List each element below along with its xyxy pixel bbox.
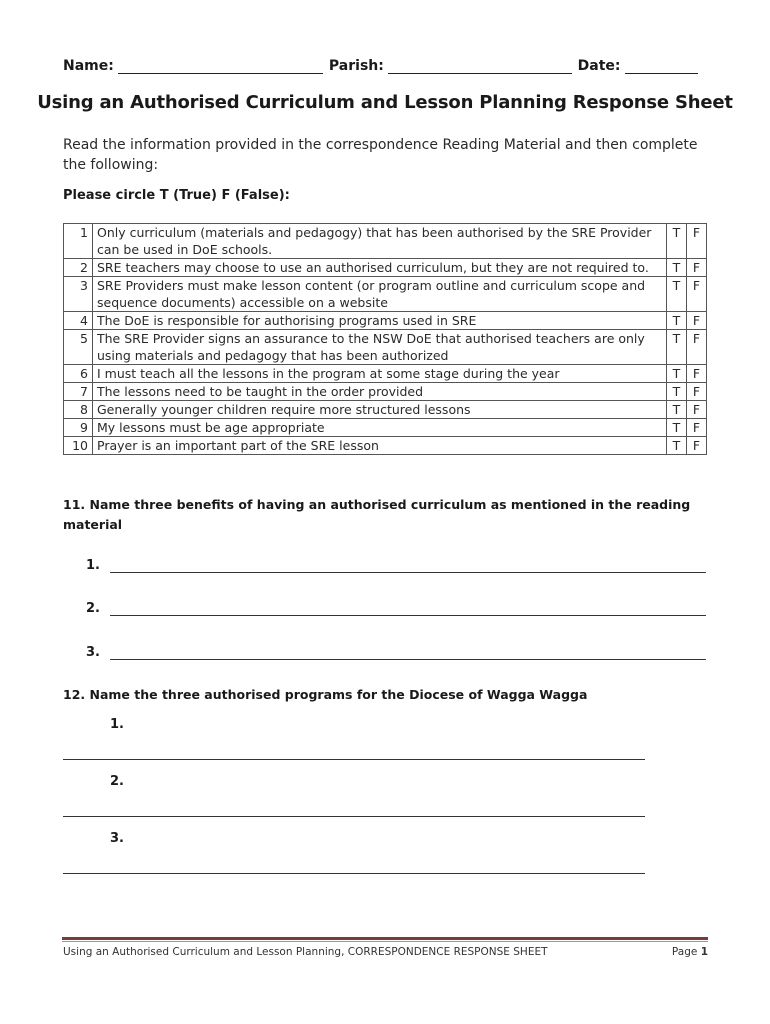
statement-number: 10: [64, 437, 93, 455]
true-option[interactable]: T: [667, 312, 687, 330]
false-option[interactable]: F: [687, 437, 707, 455]
statement-text: Generally younger children require more structured lessons: [93, 401, 667, 419]
true-option[interactable]: T: [667, 224, 687, 259]
date-label: Date:: [577, 58, 621, 74]
page-title: Using an Authorised Curriculum and Lesson Planning Response Sheet: [37, 92, 733, 113]
false-option[interactable]: F: [687, 224, 707, 259]
true-option[interactable]: T: [667, 419, 687, 437]
true-option[interactable]: T: [667, 330, 687, 365]
q11-answer-3-number: 3.: [86, 645, 100, 660]
false-option[interactable]: F: [687, 401, 707, 419]
statement-row: [64, 224, 707, 259]
statement-text: Prayer is an important part of the SRE lesson: [93, 437, 667, 455]
statement-row: [64, 437, 707, 455]
header-fields: [63, 58, 698, 74]
true-option[interactable]: T: [667, 383, 687, 401]
statement-number: 2: [64, 259, 93, 277]
statement-row: [64, 259, 707, 277]
true-false-table: [63, 223, 707, 455]
true-option[interactable]: T: [667, 277, 687, 312]
q12-answer-1-line[interactable]: [63, 759, 645, 760]
statement-row: [64, 419, 707, 437]
statement-text: Only curriculum (materials and pedagogy) that has been authorised by the SRE Provider can be used in DoE schools.: [93, 224, 667, 259]
statement-text: The lessons need to be taught in the order provided: [93, 383, 667, 401]
statement-row: [64, 383, 707, 401]
false-option[interactable]: F: [687, 259, 707, 277]
footer-rule: [62, 937, 708, 940]
false-option[interactable]: F: [687, 419, 707, 437]
statement-text: SRE teachers may choose to use an authorised curriculum, but they are not required to.: [93, 259, 667, 277]
true-option[interactable]: T: [667, 401, 687, 419]
false-option[interactable]: F: [687, 365, 707, 383]
q11-answer-2[interactable]: [86, 601, 706, 616]
q12-answer-3-number: 3.: [110, 831, 124, 846]
q12-answer-1-number: 1.: [110, 717, 124, 732]
statement-number: 4: [64, 312, 93, 330]
statement-row: [64, 312, 707, 330]
statement-number: 1: [64, 224, 93, 259]
name-label: Name:: [63, 58, 114, 74]
question-12: 12. Name the three authorised programs for the Diocese of Wagga Wagga: [63, 687, 588, 702]
statement-row: [64, 401, 707, 419]
false-option[interactable]: F: [687, 330, 707, 365]
q11-answer-2-number: 2.: [86, 601, 100, 616]
statement-text: I must teach all the lessons in the program at some stage during the year: [93, 365, 667, 383]
statement-number: 5: [64, 330, 93, 365]
parish-label: Parish:: [328, 58, 384, 74]
q11-answer-3[interactable]: [86, 645, 706, 660]
page-number: [672, 946, 708, 958]
q12-answer-2-number: 2.: [110, 774, 124, 789]
q12-answer-2-line[interactable]: [63, 816, 645, 817]
statement-row: [64, 277, 707, 312]
page-number-value: 1: [700, 946, 708, 958]
circle-instruction: Please circle T (True) F (False):: [63, 188, 290, 203]
statement-number: 3: [64, 277, 93, 312]
q11-answer-1-number: 1.: [86, 558, 100, 573]
footer-rule-thin: [62, 941, 708, 942]
statement-text: The DoE is responsible for authorising programs used in SRE: [93, 312, 667, 330]
true-option[interactable]: T: [667, 437, 687, 455]
question-11: 11. Name three benefits of having an authorised curriculum as mentioned in the reading material: [63, 497, 691, 532]
statement-text: SRE Providers must make lesson content (or program outline and curriculum scope and sequence documents) accessible on a website: [93, 277, 667, 312]
statement-number: 6: [64, 365, 93, 383]
statement-row: [64, 365, 707, 383]
statement-text: My lessons must be age appropriate: [93, 419, 667, 437]
q11-answer-1[interactable]: [86, 558, 706, 573]
statement-number: 9: [64, 419, 93, 437]
false-option[interactable]: F: [687, 383, 707, 401]
statement-number: 7: [64, 383, 93, 401]
footer-text: Using an Authorised Curriculum and Lesson Planning, CORRESPONDENCE RESPONSE SHEET: [63, 946, 548, 958]
q12-answer-3-line[interactable]: [63, 873, 645, 874]
true-option[interactable]: T: [667, 365, 687, 383]
statement-row: [64, 330, 707, 365]
statement-text: The SRE Provider signs an assurance to the NSW DoE that authorised teachers are only using materials and pedagogy that has been authorized: [93, 330, 667, 365]
parish-field[interactable]: [388, 59, 572, 74]
false-option[interactable]: F: [687, 312, 707, 330]
date-field[interactable]: [625, 59, 699, 74]
statement-number: 8: [64, 401, 93, 419]
name-field[interactable]: [118, 59, 323, 74]
page-label: Page: [671, 946, 698, 958]
intro-text: Read the information provided in the correspondence Reading Material and then complete the following:: [63, 137, 698, 173]
false-option[interactable]: F: [687, 277, 707, 312]
true-option[interactable]: T: [667, 259, 687, 277]
